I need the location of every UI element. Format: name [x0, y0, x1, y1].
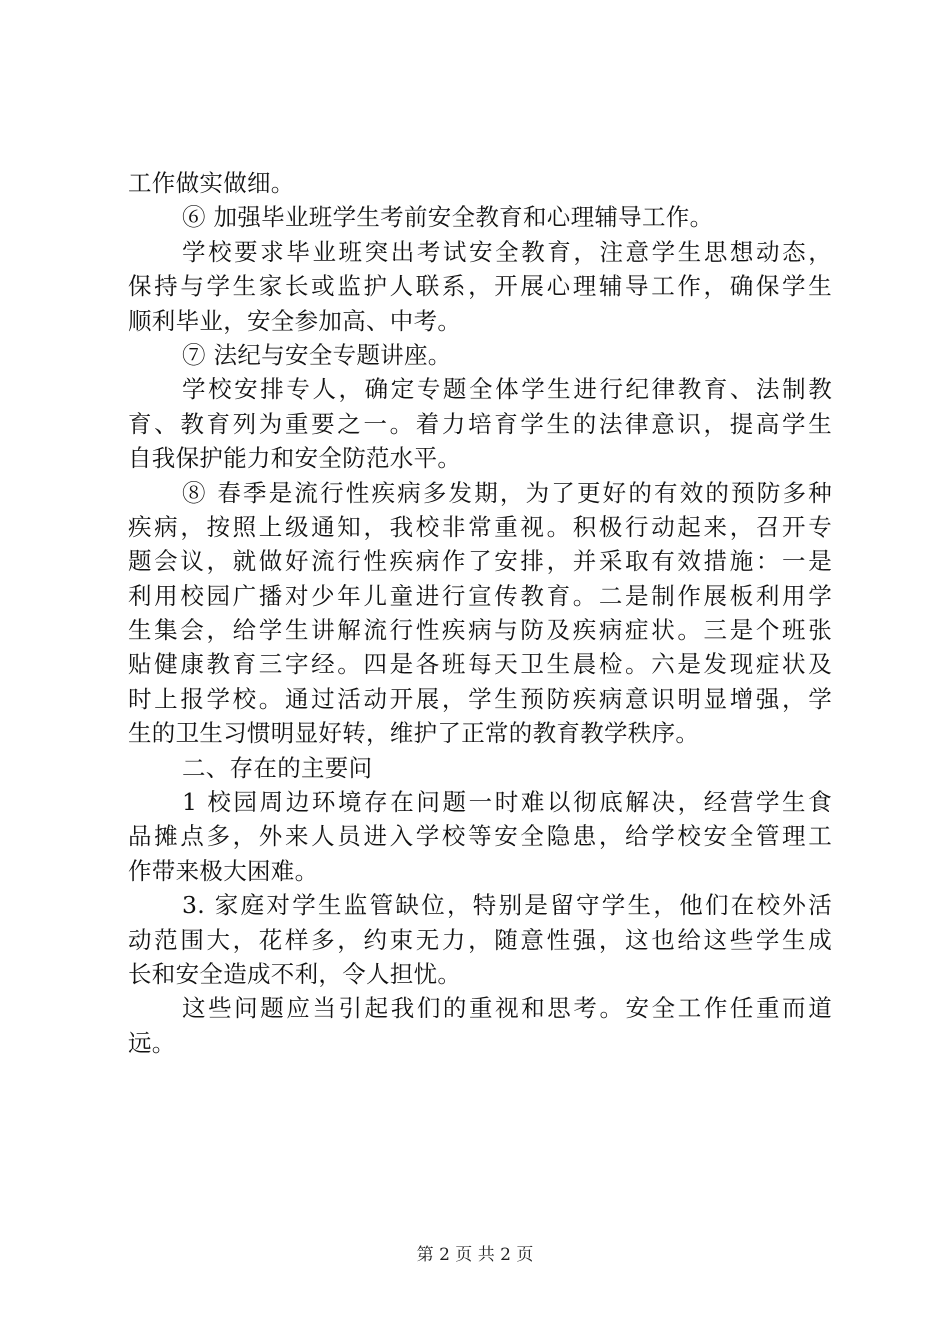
text-line-7: 学校安排专人，确定专题全体学生进行纪律教育、法制教	[182, 375, 832, 404]
text-line-21: 作带来极大困难。	[128, 856, 319, 885]
text-line-14: 生集会，给学生讲解流行性疾病与防及疾病症状。三是个班张	[128, 616, 832, 645]
text-line-15: 贴健康教育三字经。四是各班每天卫生晨检。六是发现症状及	[128, 650, 832, 679]
document-body	[128, 166, 832, 1060]
text-line-12: 题会议，就做好流行性疾病作了安排，并采取有效措施：一是	[128, 547, 832, 576]
text-line-5: 顺利毕业，安全参加高、中考。	[128, 306, 462, 335]
text-line-23: 动范围大，花样多，约束无力，随意性强，这也给这些学生成	[128, 925, 832, 954]
text-line-11: 疾病，按照上级通知，我校非常重视。积极行动起来，召开专	[128, 512, 832, 541]
text-line-16: 时上报学校。通过活动开展，学生预防疾病意识明显增强，学	[128, 684, 832, 713]
text-line-2: ⑥ 加强毕业班学生考前安全教育和心理辅导工作。	[182, 203, 714, 232]
text-line-17: 生的卫生习惯明显好转，维护了正常的教育教学秩序。	[128, 719, 700, 748]
section-heading: 二、存在的主要问	[182, 753, 373, 782]
text-line-3: 学校要求毕业班突出考试安全教育，注意学生思想动态，	[182, 237, 832, 266]
text-line-1: 工作做实做细。	[128, 169, 295, 197]
text-line-8: 育、教育列为重要之一。着力培育学生的法律意识，提高学生	[128, 409, 832, 438]
text-line-6: ⑦ 法纪与安全专题讲座。	[182, 340, 452, 369]
text-line-24: 长和安全造成不利，令人担忧。	[128, 959, 462, 988]
page-number: 第 2 页 共 2 页	[416, 1245, 534, 1265]
text-line-25: 这些问题应当引起我们的重视和思考。安全工作任重而道	[182, 994, 832, 1023]
text-line-10: ⑧ 春季是流行性疾病多发期，为了更好的有效的预防多种	[182, 478, 832, 507]
text-line-4: 保持与学生家长或监护人联系，开展心理辅导工作，确保学生	[128, 272, 832, 301]
text-line-20: 品摊点多，外来人员进入学校等安全隐患，给学校安全管理工	[128, 822, 832, 851]
text-line-19: 1 校园周边环境存在问题一时难以彻底解决，经营学生食	[182, 788, 832, 817]
text-line-9: 自我保护能力和安全防范水平。	[128, 444, 462, 473]
text-line-22: 3. 家庭对学生监管缺位，特别是留守学生，他们在校外活	[182, 891, 832, 920]
text-line-13: 利用校园广播对少年儿童进行宣传教育。二是制作展板利用学	[128, 581, 832, 610]
text-line-26: 远。	[128, 1028, 176, 1057]
